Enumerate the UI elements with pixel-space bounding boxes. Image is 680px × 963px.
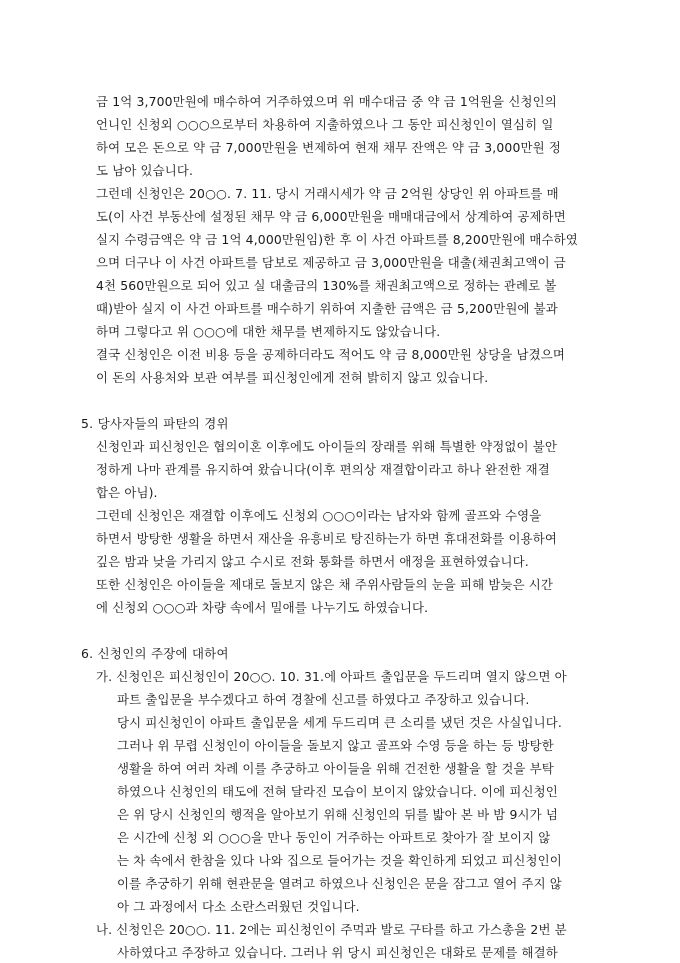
text-line: 하여 모은 돈으로 약 금 7,000만원을 변제하여 현재 채무 잔액은 약 금 3,000만원 정 — [96, 140, 561, 155]
text-line: 결국 신청인은 이전 비용 등을 공제하더라도 적어도 약 금 8,000만원 상당을 남겼으며 — [96, 347, 566, 362]
text-line: 에 신청외 ○○○과 차량 속에서 밀애를 나누기도 하였습니다. — [96, 600, 429, 615]
text-line: 합은 아님). — [96, 485, 158, 500]
text-line: 이 돈의 사용처와 보관 여부를 피신청인에게 전혀 밝히지 않고 있습니다. — [96, 370, 489, 385]
text-line: 4천 560만원으로 되어 있고 실 대출금의 130%를 채권최고액으로 정하는 관례로 볼 — [96, 278, 557, 293]
text-line: 사하였다고 주장하고 있습니다. 그러나 위 당시 피신청인은 대화로 문제를 해결하 — [117, 945, 558, 960]
text-line: 금 1억 3,700만원에 매수하여 거주하였으며 위 매수대금 중 약 금 1억원을 신청인의 — [96, 94, 557, 109]
text-line: 도 남아 있습니다. — [96, 163, 194, 178]
text-line: 당시 피신청인이 아파트 출입문을 세게 두드리며 큰 소리를 냈던 것은 사실입니다. — [117, 715, 562, 730]
text-line: 도(이 사건 부동산에 설정된 채무 약 금 6,000만원을 매매대금에서 상계하여 공제하면 — [96, 209, 566, 224]
text-line: 하며 그렇다고 위 ○○○에 대한 채무를 변제하지도 않았습니다. — [96, 324, 441, 339]
text-line: 실지 수령금액은 약 금 1억 4,000만원임)한 후 이 사건 아파트를 8,200만원에 매수하였 — [96, 232, 578, 247]
text-line: 나. 신청인은 20○○. 11. 2에는 피신청인이 주먹과 발로 구타를 하고 가스총을 2번 분 — [96, 922, 567, 937]
text-line: 그런데 신청인은 재결합 이후에도 신청외 ○○○이라는 남자와 함께 골프와 수영을 — [96, 508, 542, 523]
text-line: 언니인 신청외 ○○○으로부터 차용하여 지출하였으나 그 동안 피신청인이 열심히 일 — [96, 117, 554, 132]
text-line: 때)받아 실지 이 사건 아파트를 매수하기 위하여 지출한 금액은 금 5,200만원에 불과 — [96, 301, 558, 316]
text-line: 신청인과 피신청인은 협의이혼 이후에도 아이들의 장래를 위해 특별한 약정없이 불안 — [96, 439, 557, 454]
text-line: 하면서 방탕한 생활을 하면서 재산을 유흥비로 탕진하는가 하면 휴대전화를 이용하여 — [96, 531, 557, 546]
text-line: 이를 추궁하기 위해 현관문을 열려고 하였으나 신청인은 문을 잠그고 열어 주지 않 — [117, 876, 562, 891]
section-heading: 5. 당사자들의 파탄의 경위 — [81, 416, 229, 431]
text-line: 생활을 하여 여러 차례 이를 추궁하고 아이들을 위해 건전한 생활을 할 것을 부탁 — [117, 761, 554, 776]
text-line: 정하게 나마 관계를 유지하여 왔습니다(이후 편의상 재결합이라고 하나 완전한 재결 — [96, 462, 550, 477]
text-line: 은 위 당시 신청인의 행적을 알아보기 위해 신청인의 뒤를 밟아 본 바 밤 9시가 넘 — [117, 807, 558, 822]
section-heading: 6. 신청인의 주장에 대하여 — [81, 646, 229, 661]
text-line: 는 차 속에서 한참을 있다 나와 집으로 들어가는 것을 확인하게 되었고 피신청인이 — [117, 853, 562, 868]
text-line: 파트 출입문을 부수겠다고 하여 경찰에 신고를 하였다고 주장하고 있습니다. — [117, 692, 530, 707]
text-line: 또한 신청인은 아이들을 제대로 돌보지 않은 채 주위사람들의 눈을 피해 밤늦은 시간 — [96, 577, 554, 592]
text-line: 가. 신청인은 피신청인이 20○○. 10. 31.에 아파트 출입문을 두드리며 열지 않으면 아 — [96, 669, 567, 684]
text-line: 깊은 밤과 낮을 가리지 않고 수시로 전화 통화를 하면서 애정을 표현하였습니다. — [96, 554, 529, 569]
text-line: 하였으나 신청인의 태도에 전혀 달라진 모습이 보이지 않았습니다. 이에 피신청인 — [117, 784, 558, 799]
text-line: 그런데 신청인은 20○○. 7. 11. 당시 거래시세가 약 금 2억원 상당인 위 아파트를 매 — [96, 186, 559, 201]
text-line: 그러나 위 무렵 신청인이 아이들을 돌보지 않고 골프와 수영 등을 하는 등 방탕한 — [117, 738, 554, 753]
text-line: 으며 더구나 이 사건 아파트를 담보로 제공하고 금 3,000만원을 대출(채권최고액이 금 — [96, 255, 566, 270]
text-line: 아 그 과정에서 다소 소란스러웠던 것입니다. — [117, 899, 360, 914]
text-line: 은 시간에 신청 외 ○○○을 만나 동인이 거주하는 아파트로 찾아가 잘 보이지 않 — [117, 830, 551, 845]
